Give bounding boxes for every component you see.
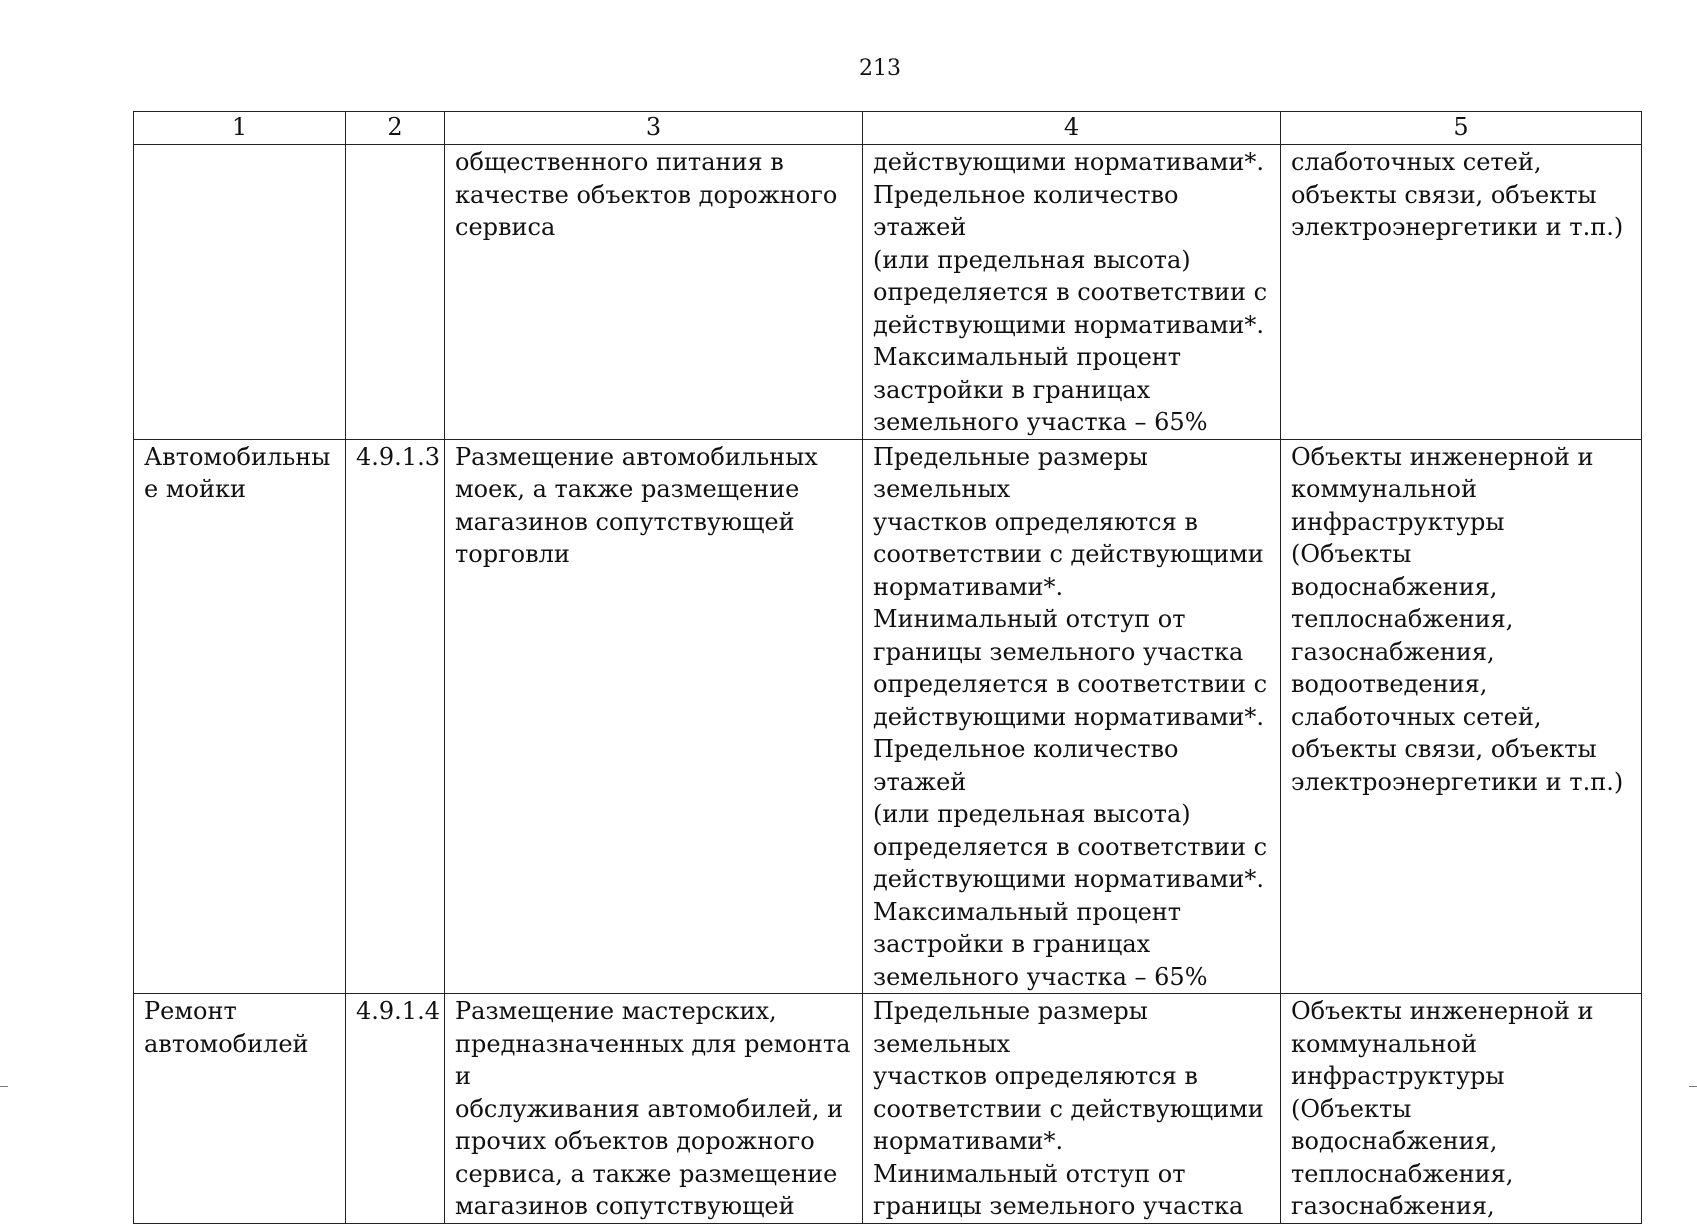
use-description-cell: Размещение мастерских, предназначенных для ремонта и обслуживания автомобилей, и прочих объектов дорожного сервиса, а также размещение магазинов сопутствующей bbox=[445, 994, 863, 1224]
table-row bbox=[134, 439, 1642, 994]
table-row bbox=[134, 145, 1642, 440]
right-edge-mark bbox=[1689, 1086, 1697, 1087]
table-row bbox=[134, 994, 1642, 1224]
column-header-4: 4 bbox=[863, 112, 1281, 145]
use-code-cell: 4.9.1.4 bbox=[346, 994, 445, 1224]
use-code-cell: 4.9.1.3 bbox=[346, 439, 445, 994]
use-name-cell: Автомобильны е мойки bbox=[134, 439, 346, 994]
auxiliary-objects-cell: слаботочных сетей, объекты связи, объекты электроэнергетики и т.п.) bbox=[1281, 145, 1642, 440]
use-name-cell bbox=[134, 145, 346, 440]
use-description-cell: Размещение автомобильных моек, а также размещение магазинов сопутствующей торговли bbox=[445, 439, 863, 994]
auxiliary-objects-cell: Объекты инженерной и коммунальной инфраструктуры (Объекты водоснабжения, теплоснабжения, газоснабжения, bbox=[1281, 994, 1642, 1224]
left-edge-mark bbox=[0, 1086, 8, 1087]
column-header-2: 2 bbox=[346, 112, 445, 145]
parameters-cell: действующими нормативами*. Предельное количество этажей (или предельная высота) определяется в соответствии с действующими нормативами*. Максимальный процент застройки в границах земельного участка – 65% bbox=[863, 145, 1281, 440]
table-header-row bbox=[134, 112, 1642, 145]
parameters-cell: Предельные размеры земельных участков определяются в соответствии с действующими нормативами*. Минимальный отступ от границы земельного участка bbox=[863, 994, 1281, 1224]
column-header-3: 3 bbox=[445, 112, 863, 145]
page-number: 213 bbox=[859, 56, 901, 81]
auxiliary-objects-cell: Объекты инженерной и коммунальной инфраструктуры (Объекты водоснабжения, теплоснабжения, газоснабжения, водоотведения, слаботочных сетей, объекты связи, объекты электроэнергетики и т.п.) bbox=[1281, 439, 1642, 994]
column-header-1: 1 bbox=[134, 112, 346, 145]
use-description-cell: общественного питания в качестве объектов дорожного сервиса bbox=[445, 145, 863, 440]
zoning-table bbox=[133, 111, 1642, 1224]
use-code-cell bbox=[346, 145, 445, 440]
use-name-cell: Ремонт автомобилей bbox=[134, 994, 346, 1224]
column-header-5: 5 bbox=[1281, 112, 1642, 145]
parameters-cell: Предельные размеры земельных участков определяются в соответствии с действующими нормативами*. Минимальный отступ от границы земельного участка определяется в соответствии с действующими нормативами*. Предельное количество этажей (или предельная высота) определяется в соответствии с действующими нормативами*. Максимальный процент застройки в границах земельного участка – 65% bbox=[863, 439, 1281, 994]
